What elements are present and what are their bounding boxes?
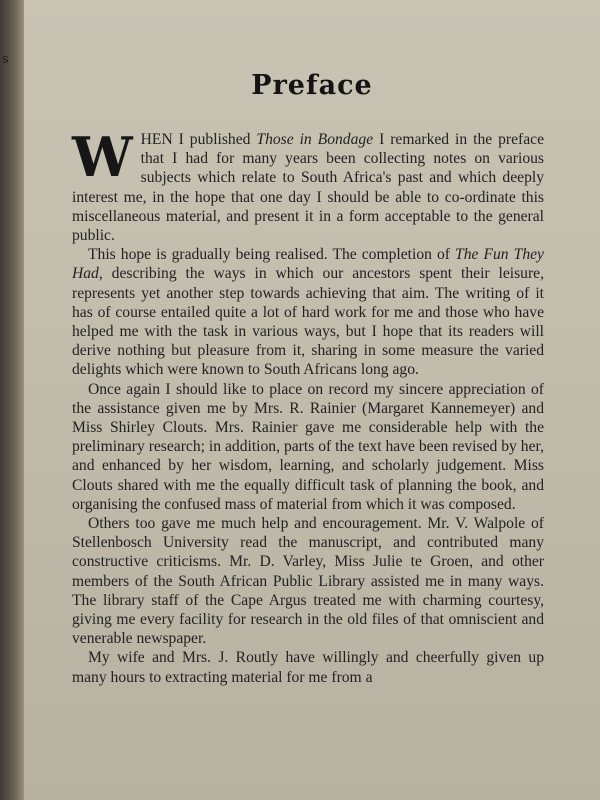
book-title-those-in-bondage: Those in Bondage xyxy=(256,131,374,148)
book-title-the-fun-they-had: The Fun They Had xyxy=(72,246,544,283)
paragraph-1 xyxy=(72,125,544,245)
paragraph-2-rest: , describing the ways in which our ancestors spent their leisure, represents yet another step towards achieving that aim. The writing of it has of course entailed quite a lot of hard work for me and those who have helped me with the task in various ways, but I hope that its readers will derive nothing but pleasure from it, sharing in some measure the varied delights which were known to South Africans long ago. xyxy=(72,265,544,379)
paragraph-2 xyxy=(72,245,544,379)
paragraph-4: Others too gave me much help and encouragement. Mr. V. Walpole of Stellenbosch University read the manuscript, and contributed many constructive criticisms. Mr. D. Varley, Miss Julie te Groen, and other members of the South African Public Library assisted me in many ways. The library staff of the Cape Argus treated me with charming courtesy, giving me every facility for research in the old files of that omniscient and venerable newspaper. xyxy=(72,515,544,648)
page-title: Preface xyxy=(251,70,373,101)
paragraph-1-rest: I remarked in the preface that I had for many years been collecting notes on various subjects which relate to South Africa's past and which deeply interest me, in the hope that one day I should be able to co-ordinate this miscellaneous material, and present it in a form acceptable to the general public. xyxy=(72,131,544,245)
paragraph-1-lead: HEN I published xyxy=(140,131,257,148)
paragraph-3: Once again I should like to place on record my sincere appreciation of the assistance given me by Mrs. R. Rainier (Margaret Kannemeyer) and Miss Shirley Clouts. Mrs. Rainier gave me considerable help with the preliminary research; in addition, parts of the text have been revised by her, and enhanced by her wisdom, learning, and scholarly judgement. Miss Clouts shared with me the equally difficult task of planning the book, and organising the confused mass of material from which it was composed. xyxy=(72,380,544,513)
book-gutter xyxy=(0,0,24,800)
drop-cap: W xyxy=(72,125,133,189)
gutter-glyph: s xyxy=(2,52,9,67)
paragraph-5: My wife and Mrs. J. Routly have willingly and cheerfully given up many hours to extracting material for me from a xyxy=(72,649,544,686)
paragraph-2-lead: This hope is gradually being realised. The completion of xyxy=(88,246,456,264)
book-page xyxy=(24,0,600,800)
preface-body xyxy=(72,125,544,687)
